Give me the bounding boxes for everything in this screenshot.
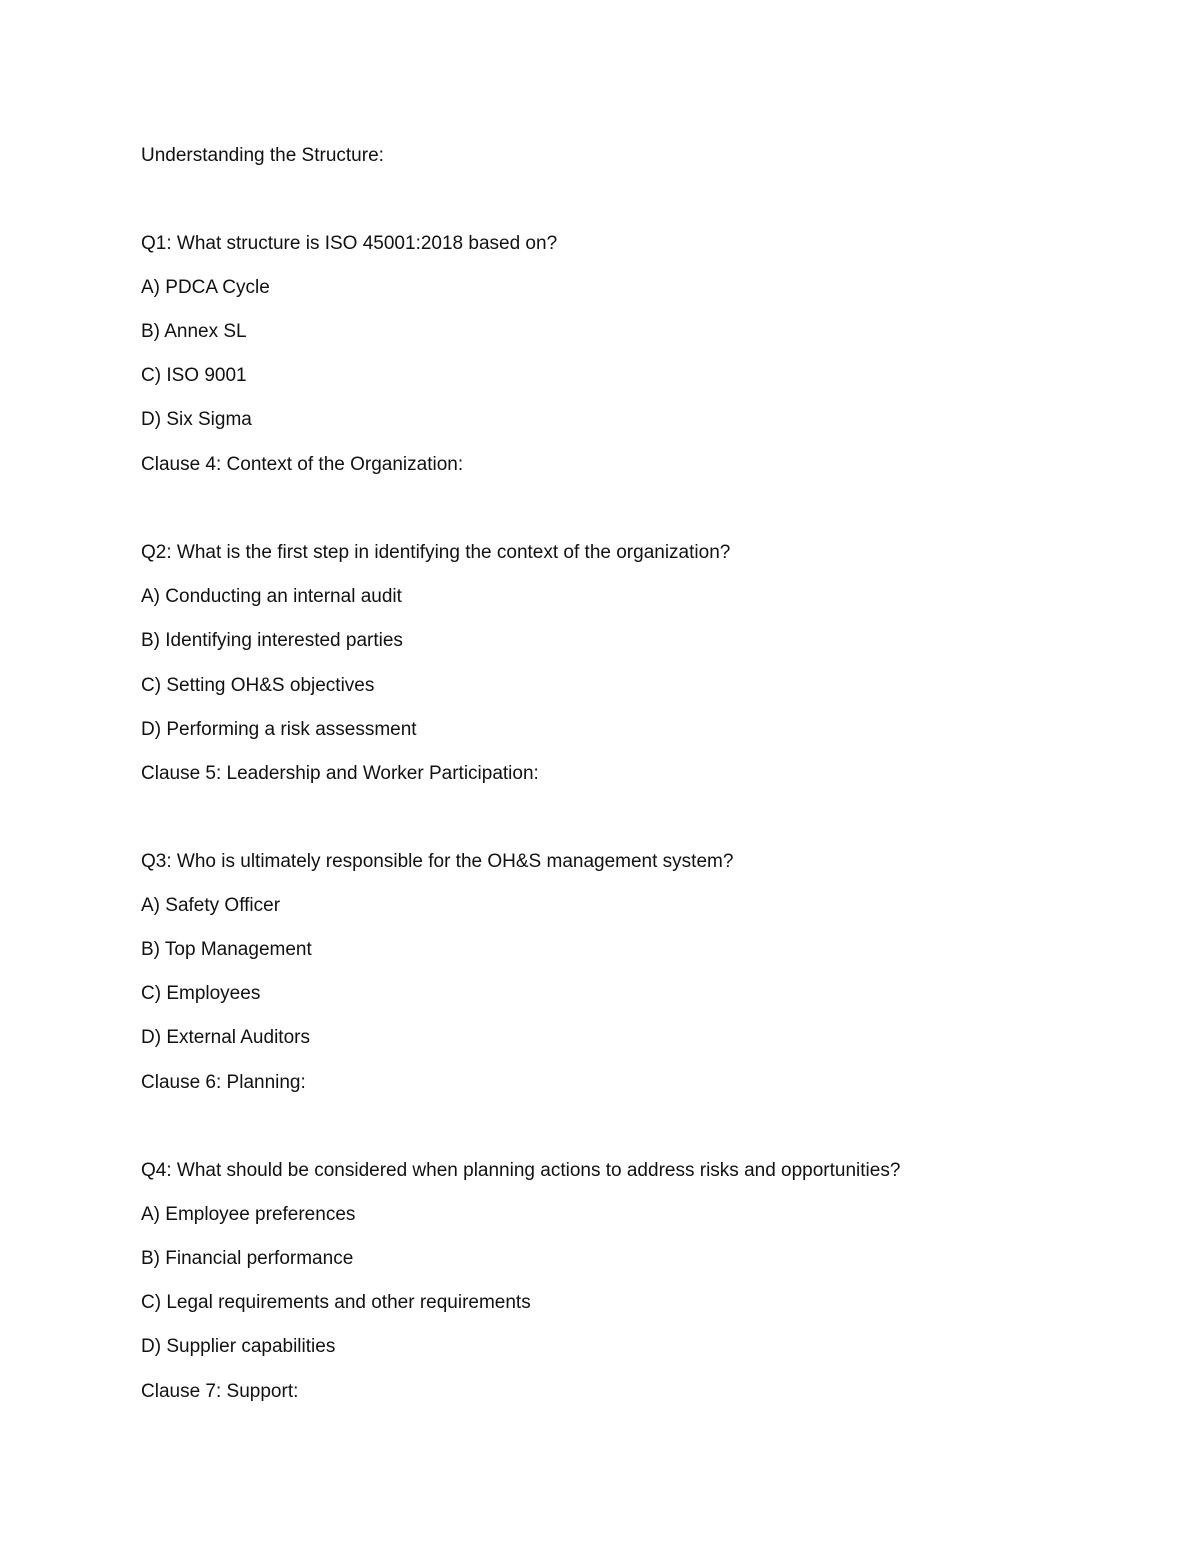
answer-option: B) Identifying interested parties	[141, 630, 403, 651]
question-text: Q1: What structure is ISO 45001:2018 based on?	[141, 233, 558, 254]
answer-option: D) Supplier capabilities	[141, 1336, 336, 1357]
answer-option: A) Employee preferences	[141, 1204, 356, 1225]
answer-option: B) Annex SL	[141, 321, 247, 342]
answer-option: A) Conducting an internal audit	[141, 586, 402, 607]
section-heading: Understanding the Structure:	[141, 145, 384, 166]
section-heading: Clause 7: Support:	[141, 1381, 299, 1402]
answer-option: B) Financial performance	[141, 1248, 354, 1269]
answer-option: B) Top Management	[141, 939, 312, 960]
answer-option: C) Setting OH&S objectives	[141, 675, 375, 696]
answer-option: D) External Auditors	[141, 1027, 310, 1048]
question-text: Q2: What is the first step in identifying the context of the organization?	[141, 542, 731, 563]
answer-option: C) Legal requirements and other requirements	[141, 1292, 531, 1313]
answer-option: A) PDCA Cycle	[141, 277, 270, 298]
answer-option: D) Six Sigma	[141, 409, 252, 430]
answer-option: D) Performing a risk assessment	[141, 719, 417, 740]
answer-option: C) Employees	[141, 983, 261, 1004]
section-heading: Clause 4: Context of the Organization:	[141, 454, 464, 475]
answer-option: A) Safety Officer	[141, 895, 281, 916]
question-text: Q4: What should be considered when planning actions to address risks and opportunities?	[141, 1160, 901, 1181]
section-heading: Clause 5: Leadership and Worker Participation:	[141, 763, 539, 784]
section-heading: Clause 6: Planning:	[141, 1072, 306, 1093]
answer-option: C) ISO 9001	[141, 365, 247, 386]
question-text: Q3: Who is ultimately responsible for the OH&S management system?	[141, 851, 734, 872]
